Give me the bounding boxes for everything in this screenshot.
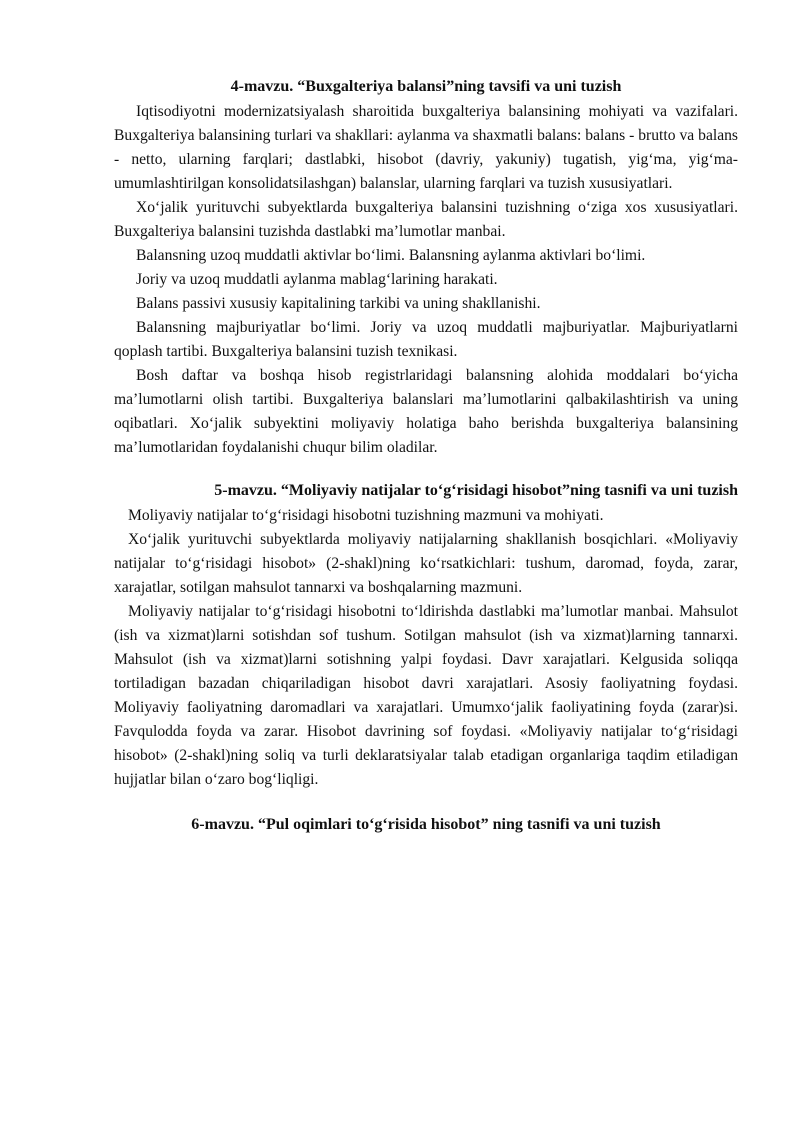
section-gap	[114, 460, 738, 478]
paragraph: Balans passivi xususiy kapitalining tarkibi va uning shakllanishi.	[136, 295, 541, 312]
paragraph: Balansning majburiyatlar bo‘limi. Joriy va uzoq muddatli majburiyatlar. Majburiyatlarni qoplash tartibi. Buxgalteriya balansini tuzish texnikasi.	[114, 319, 738, 360]
paragraph: Balansning uzoq muddatli aktivlar bo‘limi. Balansning aylanma aktivlari bo‘limi.	[136, 247, 646, 264]
paragraph: Xo‘jalik yurituvchi subyektlarda moliyaviy natijalarning shakllanish bosqichlari. «Moliyaviy natijalar to‘g‘risidagi hisobot» (2-shakl)ning ko‘rsatkichlari: tushum, daromad, foyda, zarar, xarajatlar, sotilgan mahsulot tannarxi va boshqalarning mazmuni.	[114, 531, 738, 596]
section-6	[114, 812, 738, 838]
section-6-heading: 6-mavzu. “Pul oqimlari to‘g‘risida hisobot” ning tasnifi va uni tuzish	[191, 816, 661, 833]
paragraph: Moliyaviy natijalar to‘g‘risidagi hisobotni to‘ldirishda dastlabki ma’lumotlar manbai. Mahsulot (ish va xizmat)larni sotishdan sof tushum. Sotilgan mahsulot (ish va xizmat)larning tannarxi. Mahsulot (ish va xizmat)larni sotishning yalpi foydasi. Davr xarajatlari. Kelgusida soliqqa tortiladigan bazadan chiqariladigan hisobot davri xarajatlari. Asosiy faoliyatning foydasi. Moliyaviy faoliyatning daromadlari va xarajatlari. Umumxo‘jalik faoliyatining foyda (zarar)si. Favqulodda foyda va zarar. Hisobot davrining sof foydasi. «Moliyaviy natijalar to‘g‘risidagi hisobot» (2-shakl)ning soliq va turli deklaratsiyalar talab etadigan organlariga taqdim etiladigan hujjatlar bilan o‘zaro bog‘liqligi.	[114, 603, 738, 788]
paragraph: Bosh daftar va boshqa hisob registrlaridagi balansning alohida moddalari bo‘yicha ma’lumotlarni olish tartibi. Buxgalteriya balanslari ma’lumotlarini qalbakilashtirish va uning oqibatlari. Xo‘jalik subyektini moliyaviy holatiga baho berishda buxgalteriya balansining ma’lumotlaridan foydalanishi chuqur bilim oladilar.	[114, 367, 738, 456]
section-5-heading: 5-mavzu. “Moliyaviy natijalar to‘g‘risidagi hisobot”ning tasnifi va uni tuzish	[214, 482, 738, 499]
section-4	[114, 74, 738, 460]
paragraph: Joriy va uzoq muddatli aylanma mablag‘larining harakati.	[136, 271, 498, 288]
section-5	[114, 478, 738, 792]
section-4-heading: 4-mavzu. “Buxgalteriya balansi”ning tavsifi va uni tuzish	[230, 78, 622, 95]
paragraph: Xo‘jalik yurituvchi subyektlarda buxgalteriya balansini tuzishning o‘ziga xos xususiyatlari. Buxgalteriya balansini tuzishda dastlabki ma’lumotlar manbai.	[114, 199, 738, 240]
document-page	[114, 74, 738, 838]
paragraph: Iqtisodiyotni modernizatsiyalash sharoitida buxgalteriya balansining mohiyati va vazifalari. Buxgalteriya balansining turlari va shakllari: aylanma va shaxmatli balans: balans - brutto va balans - netto, ularning farqlari; dastlabki, hisobot (davriy, yakuniy) tugatish, yig‘ma, yig‘ma-umumlashtirilgan konsolidatsilashgan) balanslar, ularning farqlari va tuzish xususiyatlari.	[114, 103, 738, 192]
paragraph: Moliyaviy natijalar to‘g‘risidagi hisobotni tuzishning mazmuni va mohiyati.	[128, 507, 604, 524]
